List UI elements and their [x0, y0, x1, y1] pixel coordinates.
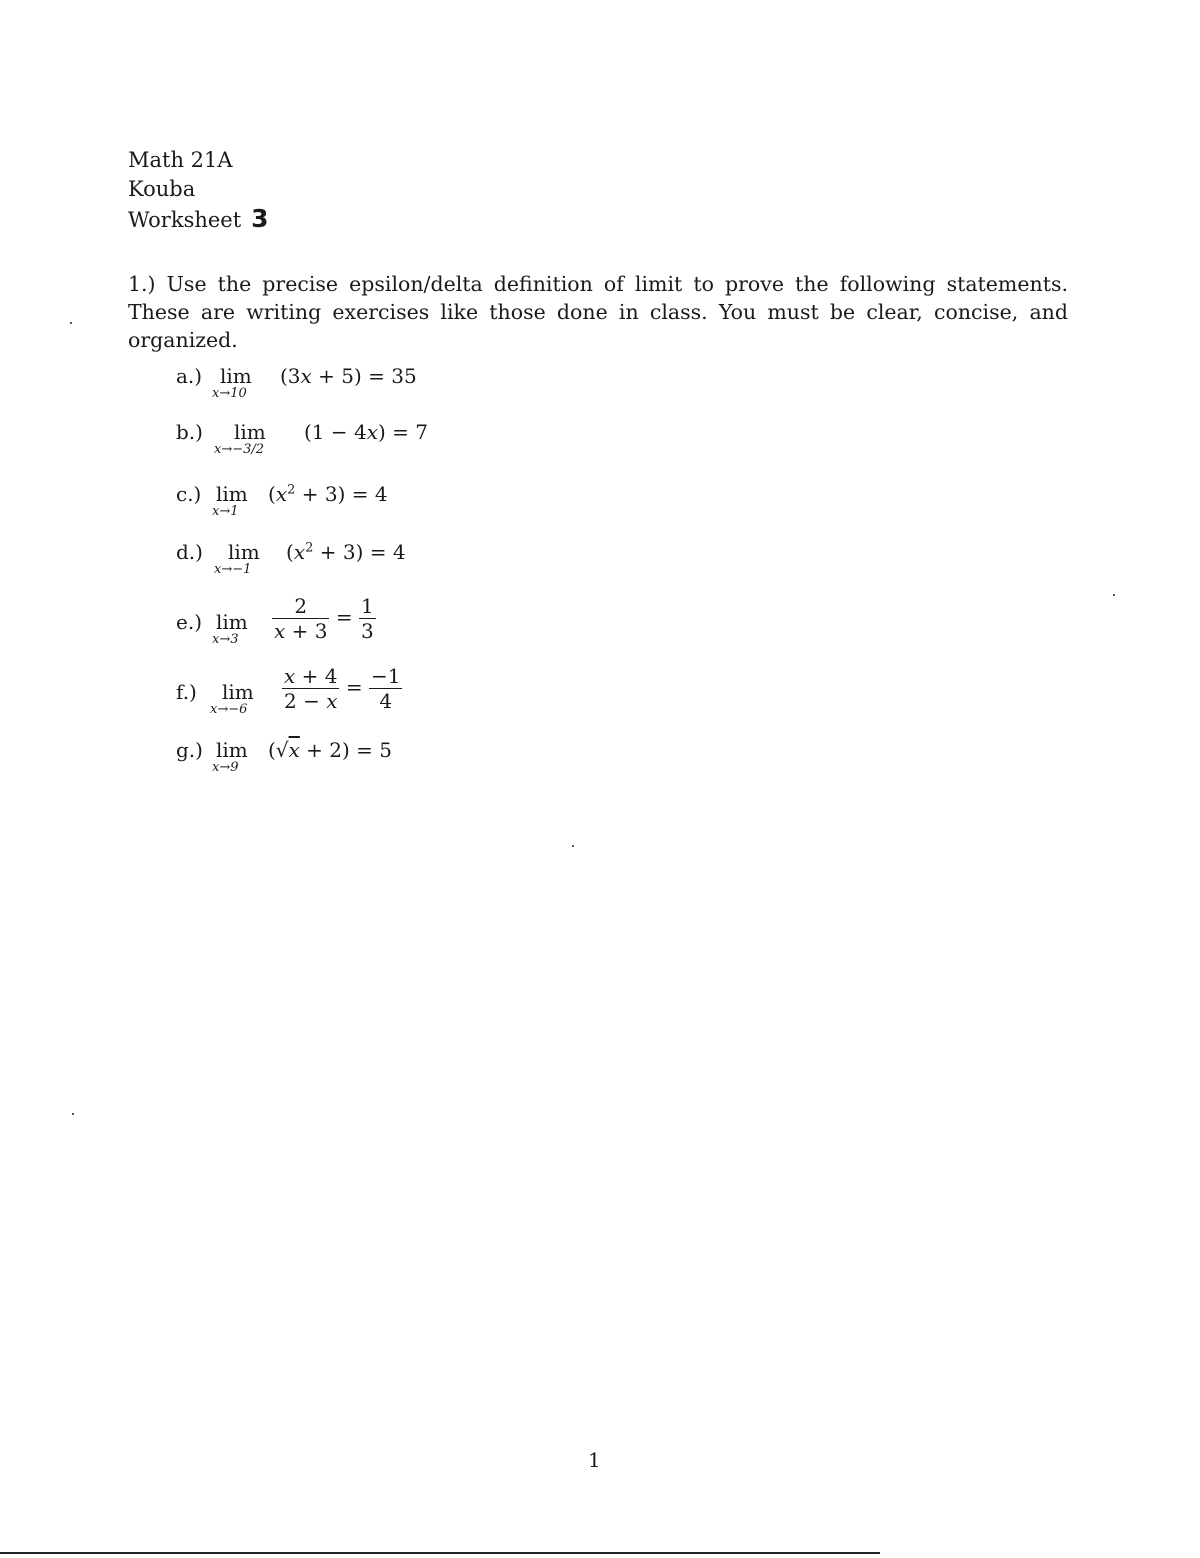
item-label: a.)	[176, 364, 203, 388]
scan-speck	[572, 845, 574, 847]
lim-operator: lim	[216, 738, 248, 762]
scan-speck	[70, 322, 72, 324]
item-label: c.)	[176, 482, 202, 506]
lim-operator: lim	[222, 680, 254, 704]
item-label: g.)	[176, 738, 203, 762]
lim-operator: lim	[216, 610, 248, 634]
page-number: 1	[588, 1448, 601, 1472]
limit-expression: (√x + 2) = 5	[268, 738, 393, 762]
limit-expression: $\frac{2}{x + 3}$ = $\frac{1}{3}$	[274, 594, 374, 643]
limit-expression: $(x^2 + 3) = 4$	[268, 482, 388, 506]
problem-statement	[128, 270, 1068, 354]
limit-expression: $\frac{x + 4}{2 - x}$ = $\frac{-1}{4}$	[284, 664, 401, 713]
worksheet-label: Worksheet	[128, 208, 242, 232]
lim-operator: lim	[228, 540, 260, 564]
limit-expression: $(x^2 + 3) = 4$	[286, 540, 406, 564]
worksheet-header	[128, 146, 269, 235]
lim-subscript: x→−3/2	[214, 442, 265, 457]
problem-text: Use the precise epsilon/delta definition of limit to prove the following statements. These are writing exercises like those done in class. You must be clear, concise, and organized.	[128, 272, 1068, 352]
lim-operator: lim	[216, 482, 248, 506]
worksheet-number: 3	[251, 204, 269, 233]
lim-subscript: x→−1	[214, 562, 252, 577]
problem-number: 1.)	[128, 272, 156, 296]
lim-subscript: x→1	[212, 504, 239, 519]
limit-expression: (1 − 4x) = 7	[304, 420, 429, 444]
scan-edge-line	[0, 1552, 880, 1554]
item-label: f.)	[176, 680, 197, 704]
lim-subscript: x→−6	[210, 702, 248, 717]
lim-subscript: x→9	[212, 760, 239, 775]
lim-subscript: x→10	[212, 386, 247, 401]
course-name: Math 21A	[128, 148, 233, 172]
item-label: e.)	[176, 610, 202, 634]
lim-subscript: x→3	[212, 632, 239, 647]
instructor-name: Kouba	[128, 177, 196, 201]
item-label: b.)	[176, 420, 203, 444]
limit-expression: (3x + 5) = 35	[280, 364, 417, 388]
scan-speck	[1113, 594, 1115, 596]
lim-operator: lim	[220, 364, 252, 388]
lim-operator: lim	[234, 420, 266, 444]
worksheet-title	[128, 204, 269, 235]
item-label: d.)	[176, 540, 203, 564]
scan-speck	[72, 1113, 74, 1115]
